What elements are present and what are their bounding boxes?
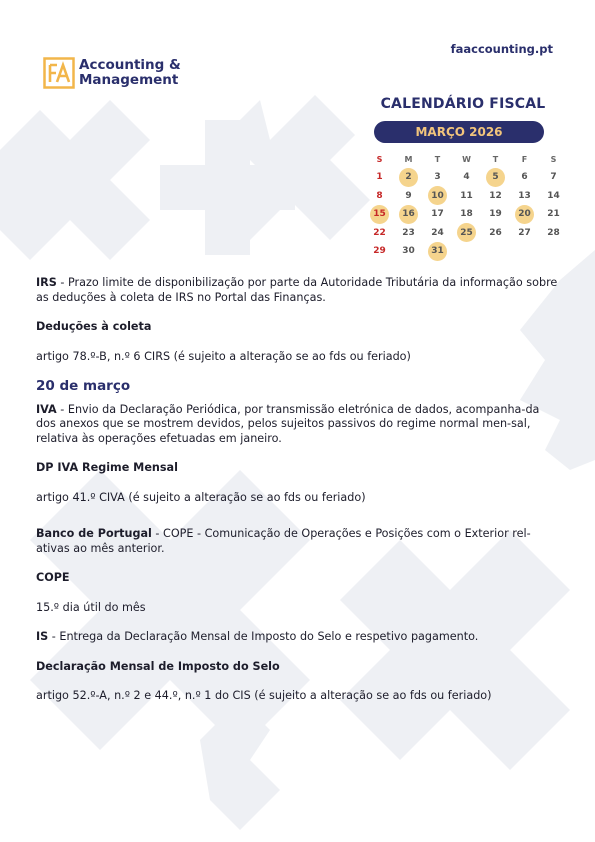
calendar-day: [539, 168, 568, 187]
calendar-title: CALENDÁRIO FISCAL: [380, 96, 546, 112]
calendar-day-number: 21: [547, 209, 560, 220]
bdp-label: Banco de Portugal: [36, 527, 152, 540]
calendar-day-number: 8: [376, 190, 383, 201]
iva-heading: [36, 461, 560, 476]
iva-heading-text: DP IVA Regime Mensal: [36, 461, 178, 474]
is-reference: artigo 52.º-A, n.º 2 e 44.º, n.º 1 do CIS (é sujeito a alteração se ao fds ou feriado): [36, 689, 492, 702]
calendar-day-number: 18: [460, 209, 473, 220]
calendar-day-number: 23: [402, 227, 415, 238]
calendar-day: [365, 168, 394, 187]
calendar-month-pill: MARÇO 2026: [374, 121, 544, 143]
calendar-day-number: 15: [370, 205, 389, 224]
calendar-day-number: 3: [434, 172, 441, 183]
calendar-day: [394, 187, 423, 206]
calendar-day-number: 25: [457, 223, 476, 242]
document-body: [36, 276, 560, 704]
irs-text: - Prazo limite de disponibilização por parte da Autoridade Tributária da informação sobre as deduções à coleta de IRS no Portal das Finanças.: [36, 276, 558, 304]
calendar-day: [510, 187, 539, 206]
calendar-day-deadline: [452, 224, 481, 243]
calendar-day-number: 5: [486, 168, 505, 187]
calendar-day: [423, 224, 452, 243]
calendar-day-number: 24: [431, 227, 444, 238]
calendar-day: [539, 205, 568, 224]
calendar-day-number: 10: [428, 186, 447, 205]
calendar-day: [365, 242, 394, 261]
bdp-heading: [36, 571, 560, 586]
calendar-day: [452, 205, 481, 224]
calendar-day-deadline: [394, 168, 423, 187]
calendar-day: [481, 224, 510, 243]
bdp-text: - COPE - Comunicação de Operações e Posições com o Exterior rel-ativas ao mês anterior.: [36, 527, 531, 555]
iva-paragraph: [36, 403, 560, 447]
bdp-paragraph: [36, 527, 560, 556]
iva-text: - Envio da Declaração Periódica, por transmissão eletrónica de dados, acompanha-da dos anexos que se mostrem devidos, pelos sujeitos passivos do regime normal men-sal, relativa às operações efetuadas em janeiro.: [36, 402, 540, 445]
calendar-weekday: M: [404, 155, 413, 164]
calendar-day-number: 13: [518, 190, 531, 201]
fa-logo-icon: [43, 57, 75, 89]
bdp-reference: 15.º dia útil do mês: [36, 600, 146, 614]
calendar-day-deadline: [394, 205, 423, 224]
section-date-heading: 20 de março: [36, 378, 131, 394]
calendar-day: [365, 187, 394, 206]
calendar-day: [510, 224, 539, 243]
calendar-weekday: W: [462, 155, 471, 164]
iva-label: IVA: [36, 402, 57, 416]
company-logo: [43, 57, 181, 89]
calendar-day-number: 30: [402, 246, 415, 257]
irs-label: IRS: [36, 276, 57, 289]
calendar-weekday: T: [434, 155, 441, 164]
calendar-day-number: 9: [405, 190, 412, 201]
calendar-day-number: 19: [489, 209, 502, 220]
calendar-day-number: 11: [460, 190, 473, 201]
calendar-day-number: 26: [489, 227, 502, 238]
is-paragraph: [36, 630, 560, 645]
calendar-day: [481, 187, 510, 206]
calendar-day: [423, 205, 452, 224]
calendar-day-deadline: [481, 168, 510, 187]
calendar-day-number: 2: [399, 168, 418, 187]
calendar-day-number: 14: [547, 190, 560, 201]
calendar-day-deadline: [423, 242, 452, 261]
calendar-day-number: 27: [518, 227, 531, 238]
irs-reference: artigo 78.º-B, n.º 6 CIRS (é sujeito a alteração se ao fds ou feriado): [36, 349, 411, 363]
calendar-day: [394, 242, 423, 261]
is-text: - Entrega da Declaração Mensal de Imposto do Selo e respetivo pagamento.: [48, 630, 479, 643]
calendar-day: [394, 224, 423, 243]
calendar-day: [452, 168, 481, 187]
calendar-day-number: 31: [428, 242, 447, 261]
calendar-day-number: 1: [376, 172, 383, 183]
calendar-day-number: 16: [399, 205, 418, 224]
logo-line-2: Management: [79, 72, 179, 88]
calendar-day-number: 6: [521, 172, 528, 183]
calendar-day-deadline: [510, 205, 539, 224]
bdp-heading-text: COPE: [36, 571, 70, 584]
calendar-day-number: 28: [547, 227, 560, 238]
calendar-day-deadline: [423, 187, 452, 206]
logo-line-1: Accounting &: [79, 57, 181, 73]
calendar-day-number: 12: [489, 190, 502, 201]
calendar-day: [365, 224, 394, 243]
is-label: IS: [36, 630, 49, 643]
irs-heading-text: Deduções à coleta: [36, 320, 152, 333]
calendar-day-number: 4: [463, 172, 470, 183]
calendar-weekday: S: [550, 155, 557, 164]
calendar-grid: [365, 152, 563, 261]
calendar-day: [481, 205, 510, 224]
calendar-weekday: F: [521, 155, 528, 164]
irs-heading: [36, 320, 560, 335]
calendar-weekday: S: [376, 155, 383, 164]
calendar-day-number: 7: [550, 172, 557, 183]
calendar-day-number: 17: [431, 209, 444, 220]
website-url[interactable]: faaccounting.pt: [450, 42, 553, 56]
is-heading-text: Declaração Mensal de Imposto do Selo: [36, 659, 280, 673]
calendar-day-number: 20: [515, 205, 534, 224]
is-heading: [36, 660, 560, 675]
calendar-day: [539, 224, 568, 243]
fiscal-calendar: [368, 96, 558, 261]
calendar-day: [452, 187, 481, 206]
calendar-day: [510, 168, 539, 187]
calendar-day-number: 29: [373, 246, 386, 257]
iva-reference: artigo 41.º CIVA (é sujeito a alteração se ao fds ou feriado): [36, 490, 366, 504]
calendar-day-deadline: [365, 205, 394, 224]
irs-paragraph: [36, 276, 560, 305]
calendar-day-number: 22: [373, 227, 386, 238]
logo-wordmark: [79, 58, 181, 88]
calendar-day: [539, 187, 568, 206]
calendar-weekday: T: [492, 155, 499, 164]
calendar-day: [423, 168, 452, 187]
